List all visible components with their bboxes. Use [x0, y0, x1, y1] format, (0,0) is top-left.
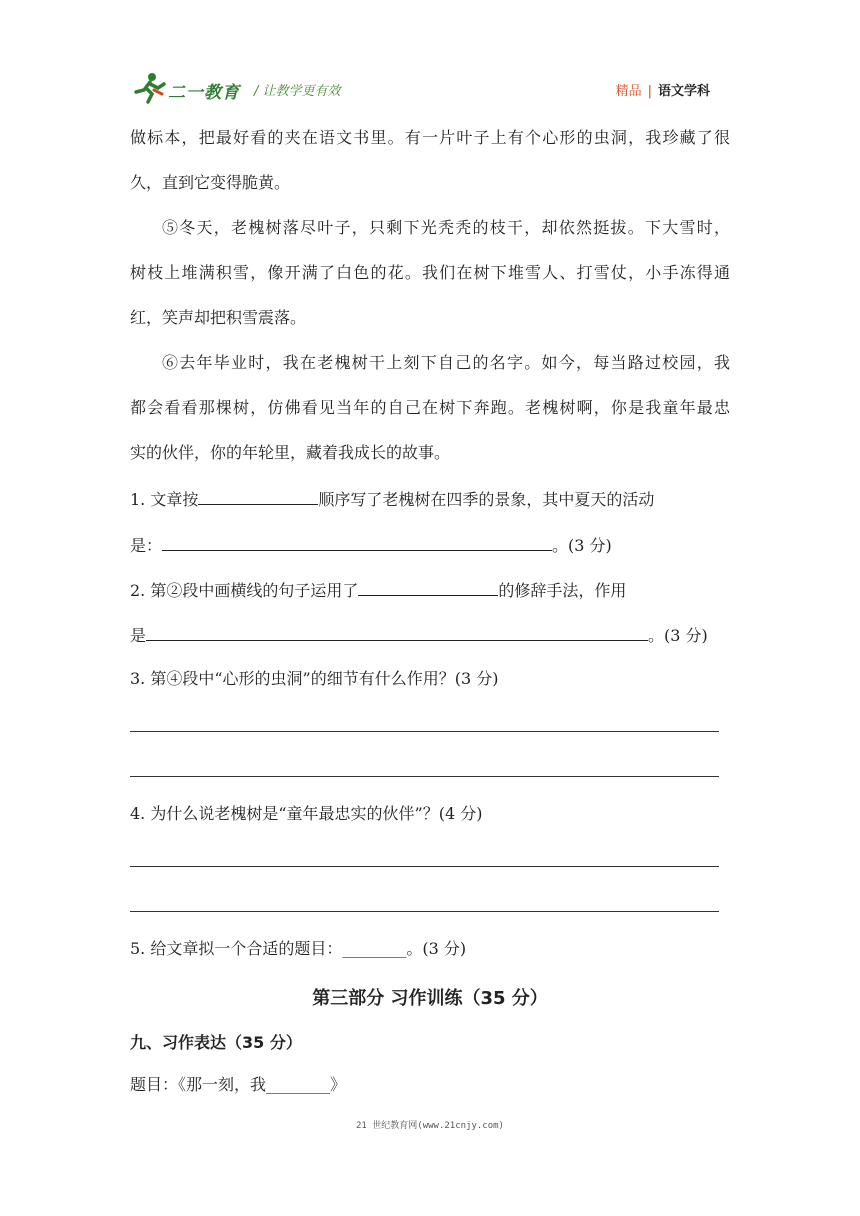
- question-2-cont: [130, 624, 708, 646]
- question-text: 的修辞手法，作用: [498, 581, 627, 600]
- question-5: 5. 给文章拟一个合适的题目：________。(3 分): [130, 939, 467, 958]
- passage-line: 都会看看那棵树，仿佛看见当年的自己在树下奔跑。老槐树啊，你是我童年最忠: [130, 398, 730, 417]
- passage-line: 做标本，把最好看的夹在语文书里。有一片叶子上有个心形的虫洞，我珍藏了很: [130, 128, 730, 147]
- header-subject: [616, 80, 710, 99]
- passage-line: 实的伙伴，你的年轮里，藏着我成长的故事。: [130, 443, 451, 462]
- passage-line: 红，笑声却把积雪震落。: [130, 308, 307, 327]
- passage-paragraph-6: ⑥去年毕业时，我在老槐树干上刻下自己的名字。如今，每当路过校园，我: [162, 353, 730, 372]
- passage-line: 久，直到它变得脆黄。: [130, 173, 291, 192]
- answer-line[interactable]: [130, 776, 719, 777]
- answer-blank[interactable]: [162, 534, 552, 551]
- answer-line[interactable]: [130, 731, 719, 732]
- passage-paragraph-5: ⑤冬天，老槐树落尽叶子，只剩下光秃秃的枝干，却依然挺拔。下大雪时，: [162, 218, 730, 237]
- brand-logo: [132, 72, 244, 104]
- question-4: 4. 为什么说老槐树是“童年最忠实的伙伴”？(4 分): [130, 804, 483, 823]
- question-text: 是：: [130, 536, 163, 555]
- subject-label: 语文学科: [657, 84, 710, 99]
- runner-icon: [132, 72, 168, 104]
- question-text: 顺序写了老槐树在四季的景象，其中夏天的活动: [318, 490, 655, 509]
- page-header: [132, 68, 732, 108]
- answer-line[interactable]: [130, 911, 719, 912]
- question-text: 是: [130, 626, 147, 645]
- header-separator: |: [647, 84, 652, 99]
- question-2: [130, 579, 626, 601]
- page-footer: 21 世纪教育网(www.21cnjy.com): [356, 1121, 504, 1131]
- question-1-cont: [130, 534, 612, 556]
- answer-line[interactable]: [130, 866, 719, 867]
- question-text: 。(3 分): [648, 626, 708, 645]
- logo-text: 二一教育: [168, 83, 240, 103]
- essay-prompt: 题目：《那一刻，我________》: [130, 1075, 347, 1094]
- passage-line: 树枝上堆满积雪，像开满了白色的花。我们在树下堆雪人、打雪仗，小手冻得通: [130, 263, 730, 282]
- slogan: / 让教学更有效: [254, 84, 341, 99]
- part-three-title: 第三部分 习作训练（35 分）: [312, 988, 548, 1009]
- answer-blank[interactable]: [198, 488, 318, 505]
- answer-blank[interactable]: [358, 579, 498, 596]
- answer-blank[interactable]: [146, 624, 648, 641]
- question-text: 1. 文章按: [130, 490, 199, 509]
- section-title: 九、习作表达（35 分）: [130, 1033, 302, 1052]
- quality-badge: 精品: [615, 84, 642, 99]
- question-text: 。(3 分): [552, 536, 612, 555]
- question-3: 3. 第④段中“心形的虫洞”的细节有什么作用？(3 分): [130, 669, 499, 688]
- question-text: 2. 第②段中画横线的句子运用了: [130, 581, 359, 600]
- question-1: [130, 488, 654, 510]
